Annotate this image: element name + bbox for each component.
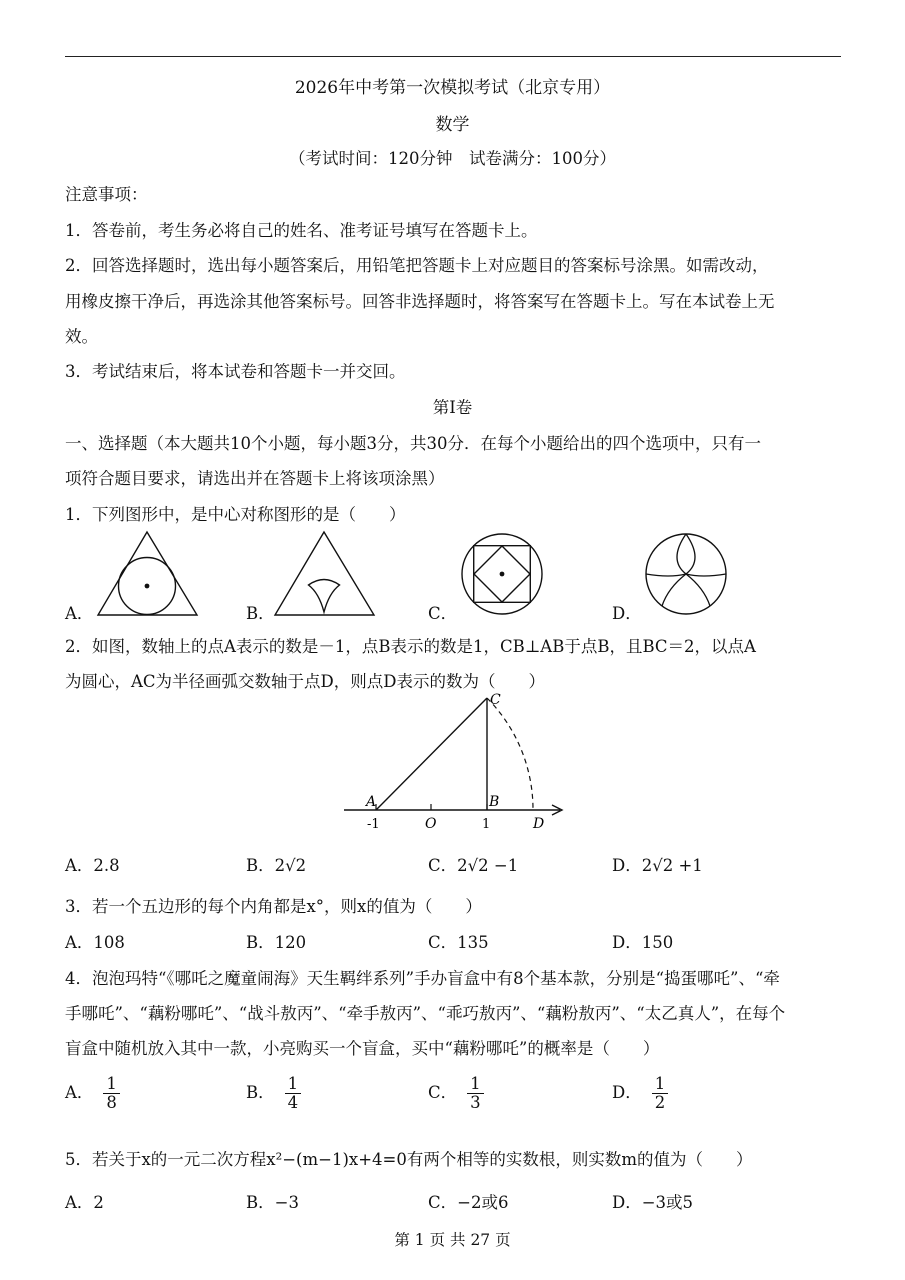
- label-minus-one: -1: [367, 817, 380, 832]
- q1-figure-b: [272, 530, 380, 620]
- q3-option-b: B．120: [246, 933, 307, 952]
- subject-title: 数学: [435, 115, 470, 135]
- q3-option-a: A．108: [65, 933, 125, 952]
- q1-option-b: B．: [246, 604, 275, 623]
- q1-option-c: C．: [428, 604, 458, 623]
- q4-option-d-fraction: $\frac{1}{2}$: [652, 1075, 669, 1112]
- q5-option-d: D．−3或5: [612, 1193, 694, 1212]
- q2-number-line-figure: [340, 688, 570, 838]
- q2-option-a: A．2.8: [65, 856, 120, 875]
- q4-option-b-fraction: $\frac{1}{4}$: [285, 1075, 302, 1112]
- q2-line-2: 为圆心，AC为半径画弧交数轴于点D，则点D表示的数为（ ）: [65, 672, 545, 691]
- q4-line-2: 手哪吒”、“藕粉哪吒”、“战斗敖丙”、“牵手敖丙”、“乖巧敖丙”、“藕粉敖丙”、“太乙真人”，在每个: [65, 1004, 786, 1023]
- q4-line-3: 盲盒中随机放入其中一款，小亮购买一个盲盒，买中“藕粉哪吒”的概率是（ ）: [65, 1039, 660, 1058]
- q4-option-c-letter: C．: [428, 1083, 458, 1103]
- q4-option-c-fraction: $\frac{1}{3}$: [467, 1075, 484, 1112]
- exam-info: （考试时间：120分钟 试卷满分：100分）: [289, 149, 616, 168]
- segment-ac: [376, 698, 487, 810]
- q4-option-a-fraction: $\frac{1}{8}$: [103, 1075, 120, 1112]
- q3-stem: 3．若一个五边形的每个内角都是x°，则x的值为（ ）: [65, 897, 482, 916]
- label-d: D: [533, 816, 545, 832]
- notes-item-2-line-2: 用橡皮擦干净后，再选涂其他答案标号。回答非选择题时，将答案写在答题卡上。写在本试卷上无: [65, 292, 775, 311]
- q3-option-d: D．150: [612, 933, 674, 952]
- exam-title: 2026年中考第一次模拟考试（北京专用）: [294, 78, 611, 98]
- q3-option-c: C．135: [428, 933, 489, 952]
- notes-item-2-line-1: 2．回答选择题时，选出每小题答案后，用铅笔把答题卡上对应题目的答案标号涂黑。如需改动，: [65, 256, 769, 275]
- notes-heading: 注意事项：: [65, 185, 148, 204]
- q1-figure-d: [640, 530, 732, 620]
- header-rule: [65, 56, 841, 57]
- notes-item-2-line-3: 效。: [65, 327, 98, 346]
- q1-option-a: A．: [65, 604, 94, 623]
- q4-option-b: [246, 1075, 301, 1112]
- q2-option-c: C．2√2 −1: [428, 856, 519, 875]
- label-c: C: [490, 692, 501, 708]
- section-1-line-1: 一、选择题（本大题共10个小题，每小题3分，共30分．在每个小题给出的四个选项中，只有一: [65, 434, 761, 453]
- notes-item-1: 1．答卷前，考生务必将自己的姓名、准考证号填写在答题卡上。: [65, 221, 538, 240]
- volume-heading: 第Ⅰ卷: [432, 398, 473, 417]
- q5-stem: 5．若关于x的一元二次方程x²−(m−1)x+4=0有两个相等的实数根，则实数m的值为（ ）: [65, 1150, 753, 1169]
- q4-option-c: [428, 1075, 484, 1112]
- q1-figure-a: [95, 530, 203, 620]
- label-one: 1: [482, 817, 491, 832]
- q5-option-a: A．2: [65, 1193, 104, 1212]
- q5-option-c: C．−2或6: [428, 1193, 509, 1212]
- notes-item-3: 3．考试结束后，将本试卷和答题卡一并交回。: [65, 362, 406, 381]
- q1-option-d: D．: [612, 604, 642, 623]
- page-footer: 第 1 页 共 27 页: [394, 1231, 511, 1249]
- label-o: O: [425, 816, 437, 832]
- q2-line-1: 2．如图，数轴上的点A表示的数是－1，点B表示的数是1，CB⊥AB于点B，且BC＝2，以点A: [65, 637, 756, 656]
- label-a: A: [366, 794, 377, 810]
- q5-option-b: B．−3: [246, 1193, 299, 1212]
- label-b: B: [489, 794, 500, 810]
- q4-option-d: [612, 1075, 668, 1112]
- q4-line-1: 4．泡泡玛特“《哪吒之魔童闹海》天生羁绊系列”手办盲盒中有8个基本款，分别是“捣蛋哪吒”、“牵: [65, 969, 780, 988]
- q1-stem: 1．下列图形中，是中心对称图形的是（ ）: [65, 505, 406, 524]
- q4-option-d-letter: D．: [612, 1083, 642, 1103]
- q4-option-a-letter: A．: [65, 1083, 94, 1103]
- q2-option-b: B．2√2: [246, 856, 307, 875]
- q4-option-a: [65, 1075, 120, 1112]
- q4-option-b-letter: B．: [246, 1083, 275, 1103]
- section-1-line-2: 项符合题目要求，请选出并在答题卡上将该项涂黑）: [65, 469, 445, 488]
- q2-option-d: D．2√2 +1: [612, 856, 703, 875]
- q1-figure-c: [456, 530, 548, 620]
